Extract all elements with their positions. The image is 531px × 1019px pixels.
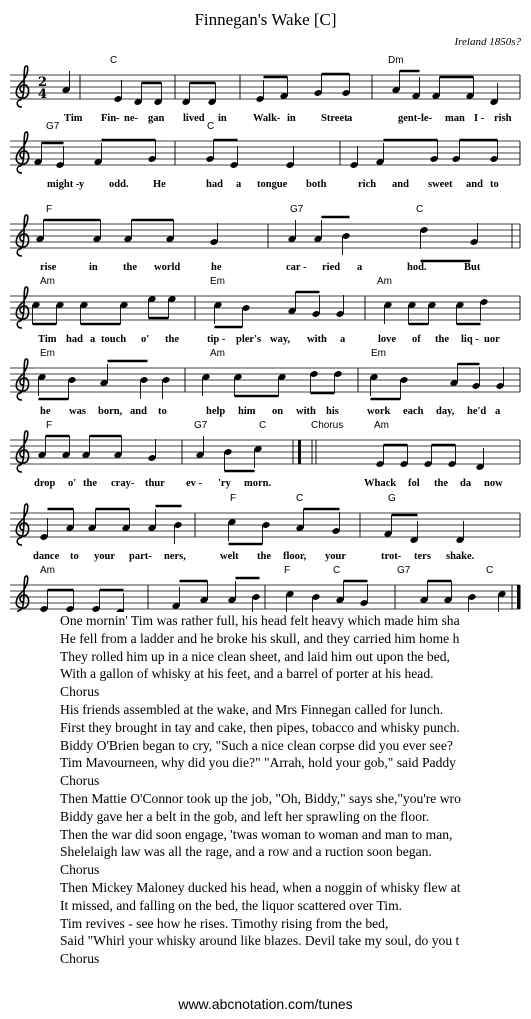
lyric-syllable: he [211, 262, 222, 273]
note [61, 436, 70, 459]
note [31, 301, 40, 324]
lyric-syllable: tip - [207, 334, 226, 345]
lyric-syllable: with [307, 334, 327, 345]
chord-symbol: C [296, 493, 304, 504]
staff-system [10, 565, 521, 612]
note [391, 71, 400, 94]
note [113, 80, 122, 103]
lyric-syllable: way, [270, 334, 291, 345]
lyric-syllable: floor, [283, 551, 307, 562]
lyric-syllable: to [158, 406, 167, 417]
lyric-syllable: the [434, 478, 448, 489]
verse-line: Then Mickey Maloney ducked his head, when a noggin of whisky flew at [60, 879, 461, 895]
verse-line: Shelelaigh law was all the rage, and a row and a ruction soon began. [60, 844, 432, 860]
note [431, 77, 440, 100]
note [99, 364, 108, 387]
lyric-syllable: o' [141, 334, 150, 345]
lyric-syllable: the [435, 334, 449, 345]
lyric-syllable: in [218, 113, 227, 124]
chord-symbol: G7 [290, 204, 304, 215]
chord-symbol: F [284, 565, 291, 576]
tune-title: Finnegan's Wake [C] [194, 10, 337, 29]
lyric-syllable: part- [129, 551, 152, 562]
lyric-syllable: both [306, 179, 327, 190]
note [331, 512, 340, 535]
note [255, 80, 264, 103]
lyric-syllable: But [464, 262, 481, 273]
lyric-syllable: world [154, 262, 181, 273]
note [469, 223, 478, 246]
note [33, 143, 42, 166]
lyric-syllable: he [40, 406, 51, 417]
lyric-syllable: in [287, 113, 296, 124]
chord-symbol: Chorus [311, 420, 344, 431]
staff-system [10, 276, 520, 345]
treble-clef-icon [16, 287, 28, 328]
note [383, 515, 392, 538]
lyric-syllable: and [466, 179, 483, 190]
lyric-syllable: gent- [398, 113, 421, 124]
lyric-syllable: gan [148, 113, 165, 124]
lyric-syllable: was [69, 406, 86, 417]
note [287, 292, 296, 315]
note [489, 83, 498, 106]
lyric-syllable: Tim [64, 113, 83, 124]
note [359, 584, 368, 607]
lyric-syllable: a [90, 334, 96, 345]
lyric-syllable: le- [421, 113, 433, 124]
note [91, 590, 100, 612]
note [471, 367, 480, 390]
chord-symbol: Em [210, 276, 225, 287]
verse-line: Biddy O'Brien began to cry, "Such a nice clean corpse did you ever see? [60, 737, 453, 753]
chorus-marker: Chorus [60, 684, 100, 700]
note [465, 77, 474, 100]
verse-line: His friends assembled at the wake, and Mrs Finnegan called for lunch. [60, 701, 444, 717]
lyric-syllable: love [378, 334, 397, 345]
lyric-syllable: tongue [257, 179, 288, 190]
thick-barline [298, 440, 301, 464]
lyric-syllable: your [94, 551, 115, 562]
lyric-syllable: car - [286, 262, 307, 273]
note [195, 436, 204, 459]
note [411, 77, 420, 100]
note [489, 140, 498, 163]
chord-symbol: Am [40, 276, 55, 287]
chord-symbol: C [416, 204, 424, 215]
chord-symbol: C [207, 121, 215, 132]
note [207, 83, 216, 106]
lyric-syllable: odd. [109, 179, 129, 190]
lyric-syllable: the [165, 334, 179, 345]
lyric-syllable: the [83, 478, 97, 489]
verse-line: It missed, and falling on the bed, the liquor scattered over Tim. [60, 897, 403, 913]
lyric-syllable: him [238, 406, 256, 417]
lyric-syllable: a [347, 113, 353, 124]
lyric-syllable: his [326, 406, 339, 417]
chord-symbol: C [110, 55, 118, 66]
time-signature-top: 2 [38, 75, 48, 90]
note [213, 301, 222, 324]
note [241, 304, 250, 327]
treble-clef-icon [16, 431, 28, 472]
note [119, 301, 128, 324]
staff-system [10, 204, 520, 273]
lyric-syllable: ners, [164, 551, 186, 562]
verse-line: With a gallon of whisky at his feet, and a barrel of porter at his head. [60, 666, 434, 682]
note [369, 373, 378, 396]
chord-symbol: G7 [397, 565, 411, 576]
chorus-marker: Chorus [60, 773, 100, 789]
note [341, 74, 350, 97]
lyric-syllable: cray- [111, 478, 135, 489]
lyric-syllable: he'd [467, 406, 487, 417]
treble-clef-icon [16, 359, 28, 400]
chord-symbol: F [230, 493, 237, 504]
final-barline [517, 585, 521, 609]
note [443, 581, 452, 604]
lyric-syllable: shake. [446, 551, 475, 562]
note [65, 509, 74, 532]
lyric-syllable: fol [408, 478, 420, 489]
chord-symbol: C [486, 565, 494, 576]
note [277, 373, 286, 396]
note [455, 301, 464, 324]
note [147, 509, 156, 532]
note [475, 448, 484, 471]
lyric-syllable: thur [145, 478, 165, 489]
verse-line: He fell from a ladder and he broke his skull, and they carried him home h [60, 630, 460, 646]
lyric-syllable: ne- [124, 113, 138, 124]
note [309, 370, 318, 393]
chord-symbol: G7 [46, 121, 60, 132]
chord-symbol: G7 [194, 420, 208, 431]
note [375, 445, 384, 468]
treble-clef-icon [16, 215, 28, 256]
note [279, 77, 288, 100]
note [313, 74, 322, 97]
note [37, 436, 46, 459]
chord-symbol: F [46, 420, 53, 431]
lyric-syllable: might - [47, 179, 80, 190]
note [35, 220, 44, 243]
note [335, 295, 344, 318]
note [55, 146, 64, 169]
lyric-syllable: of [412, 334, 421, 345]
chord-symbol: Em [40, 348, 55, 359]
note [451, 140, 460, 163]
lyric-syllable: help [206, 406, 226, 417]
note [61, 71, 70, 94]
lyric-syllable: now [484, 478, 503, 489]
abcnotation-link[interactable]: www.abcnotation.com/tunes [178, 996, 353, 1012]
note [171, 587, 180, 610]
note [333, 370, 342, 393]
lyric-syllable: uor [484, 334, 500, 345]
note [449, 364, 458, 387]
note [147, 140, 156, 163]
lyric-syllable: morn. [244, 478, 272, 489]
verse-line: Tim Mavourneen, why did you die?" "Arrah, hold your gob," said Paddy [60, 755, 456, 771]
lyric-syllable: da [460, 478, 472, 489]
verse-line: Biddy gave her a belt in the gob, and left her sprawling on the floor. [60, 808, 430, 824]
lyric-syllable: o' [68, 478, 77, 489]
note [253, 445, 262, 468]
note [199, 581, 208, 604]
note [201, 373, 210, 396]
note [167, 295, 176, 318]
lyric-syllable: He [153, 179, 166, 190]
staff-system [10, 55, 520, 124]
note [161, 376, 170, 399]
note [409, 521, 418, 544]
lyric-syllable: the [257, 551, 271, 562]
note [419, 226, 428, 249]
verse-lyrics [60, 612, 531, 968]
chord-symbol: Am [210, 348, 225, 359]
verse-line: They rolled him up in a nice clean sheet, and laid him out upon the bed, [60, 648, 450, 664]
note [139, 376, 148, 399]
time-signature-bottom: 4 [38, 87, 48, 102]
lyric-syllable: with [296, 406, 316, 417]
chord-symbol: Am [374, 420, 389, 431]
lyric-syllable: sweet [428, 179, 453, 190]
lyric-syllable: I - [474, 113, 485, 124]
note [285, 146, 294, 169]
lyric-syllable: your [325, 551, 346, 562]
note [313, 220, 322, 243]
note [181, 83, 190, 106]
verse-line: First they brought in tay and cake, then pipes, tobacco and whisky punch. [60, 719, 460, 735]
note [79, 301, 88, 324]
chord-symbol: G [388, 493, 396, 504]
chorus-marker: Chorus [60, 862, 100, 878]
lyric-syllable: rish [494, 113, 512, 124]
note [223, 448, 232, 471]
lyric-syllable: born, [98, 406, 123, 417]
chord-symbol: C [259, 420, 267, 431]
staff-system [10, 493, 520, 562]
note [209, 223, 218, 246]
note [147, 439, 156, 462]
staff-system [10, 420, 520, 489]
lyric-syllable: work [367, 406, 391, 417]
treble-clef-icon [16, 576, 28, 612]
chord-symbol: Dm [388, 55, 404, 66]
note [121, 509, 130, 532]
note [427, 301, 436, 324]
note [383, 301, 392, 324]
note [455, 521, 464, 544]
note [261, 521, 270, 544]
note [173, 521, 182, 544]
verse-line: Then Mattie O'Connor took up the job, "Oh, Biddy," says she,"you're wro [60, 790, 461, 806]
note [165, 220, 174, 243]
lyric-syllable: rise [40, 262, 57, 273]
lyric-syllable: had [66, 334, 83, 345]
note [399, 376, 408, 399]
note [39, 518, 48, 541]
note [295, 509, 304, 532]
note [92, 220, 101, 243]
treble-clef-icon [16, 504, 28, 545]
lyric-syllable: 'ry [218, 478, 231, 489]
note [87, 509, 96, 532]
lyric-syllable: touch [101, 334, 127, 345]
lyric-syllable: to [490, 179, 499, 190]
lyric-syllable: hod. [407, 262, 427, 273]
lyric-syllable: on [272, 406, 284, 417]
note [55, 301, 64, 324]
lyric-syllable: rich [358, 179, 377, 190]
lyric-syllable: Fin- [101, 113, 120, 124]
note [495, 367, 504, 390]
treble-clef-icon [16, 66, 28, 107]
note [227, 581, 236, 604]
note [113, 436, 122, 459]
note [153, 83, 162, 106]
treble-clef-icon [16, 132, 28, 173]
note [67, 376, 76, 399]
note [375, 143, 384, 166]
verse-line: Tim revives - see how he rises. Timothy rising from the bed, [60, 915, 389, 931]
lyric-syllable: drop [34, 478, 56, 489]
lyric-syllable: liq - [461, 334, 479, 345]
lyric-syllable: the [123, 262, 137, 273]
staff-system [10, 348, 520, 417]
lyric-syllable: ters [414, 551, 431, 562]
note [429, 140, 438, 163]
staff-system [10, 121, 520, 190]
note [419, 581, 428, 604]
tune-origin: Ireland 1850s? [454, 36, 521, 48]
lyric-syllable: lived [183, 113, 205, 124]
lyric-syllable: Whack [364, 478, 397, 489]
lyric-syllable: and [130, 406, 147, 417]
verse-line: Then the war did soon engage, 'twas woman to woman and man to man, [60, 826, 453, 842]
note [341, 232, 350, 255]
lyric-syllable: trot- [381, 551, 402, 562]
note [205, 140, 214, 163]
chord-symbol: Em [371, 348, 386, 359]
note [37, 373, 46, 396]
note [65, 590, 74, 612]
lyric-syllable: and [392, 179, 409, 190]
note [233, 373, 242, 396]
note [93, 143, 102, 166]
lyric-syllable: ried [322, 262, 341, 273]
note [311, 295, 320, 318]
note [133, 83, 142, 106]
lyric-syllable: Tim [38, 334, 57, 345]
chord-symbol: F [46, 204, 53, 215]
note [399, 445, 408, 468]
lyric-syllable: in [89, 262, 98, 273]
verse-line: One mornin' Tim was rather full, his head felt heavy which made him sha [60, 613, 460, 628]
lyric-syllable: dance [33, 551, 60, 562]
lyric-syllable: y [79, 179, 85, 190]
lyric-syllable: day, [436, 406, 455, 417]
note [479, 298, 488, 321]
lyric-syllable: a [236, 179, 242, 190]
lyric-syllable: Walk- [253, 113, 281, 124]
note [447, 445, 456, 468]
chorus-marker: Chorus [60, 951, 100, 967]
note [423, 445, 432, 468]
verse-line: Said "Whirl your whisky around like blazes. Devil take my soul, do you t [60, 933, 460, 949]
note [39, 590, 48, 612]
note [229, 146, 238, 169]
chord-symbol: C [333, 565, 341, 576]
lyric-syllable: each [403, 406, 424, 417]
lyric-syllable: a [340, 334, 346, 345]
note [407, 301, 416, 324]
lyric-syllable: ev - [186, 478, 203, 489]
lyric-syllable: to [70, 551, 79, 562]
note [81, 436, 90, 459]
chord-symbol: Am [40, 565, 55, 576]
lyric-syllable: had [206, 179, 223, 190]
note [147, 295, 156, 318]
lyric-syllable: welt [220, 551, 239, 562]
lyric-syllable: a [495, 406, 501, 417]
note [227, 518, 236, 541]
note [349, 146, 358, 169]
note [287, 220, 296, 243]
lyric-syllable: a [357, 262, 363, 273]
chord-symbol: Am [377, 276, 392, 287]
lyric-syllable: Street [321, 113, 348, 124]
note [123, 220, 132, 243]
lyric-syllable: pler's [236, 334, 262, 345]
note [335, 581, 344, 604]
lyric-syllable: man [445, 113, 465, 124]
